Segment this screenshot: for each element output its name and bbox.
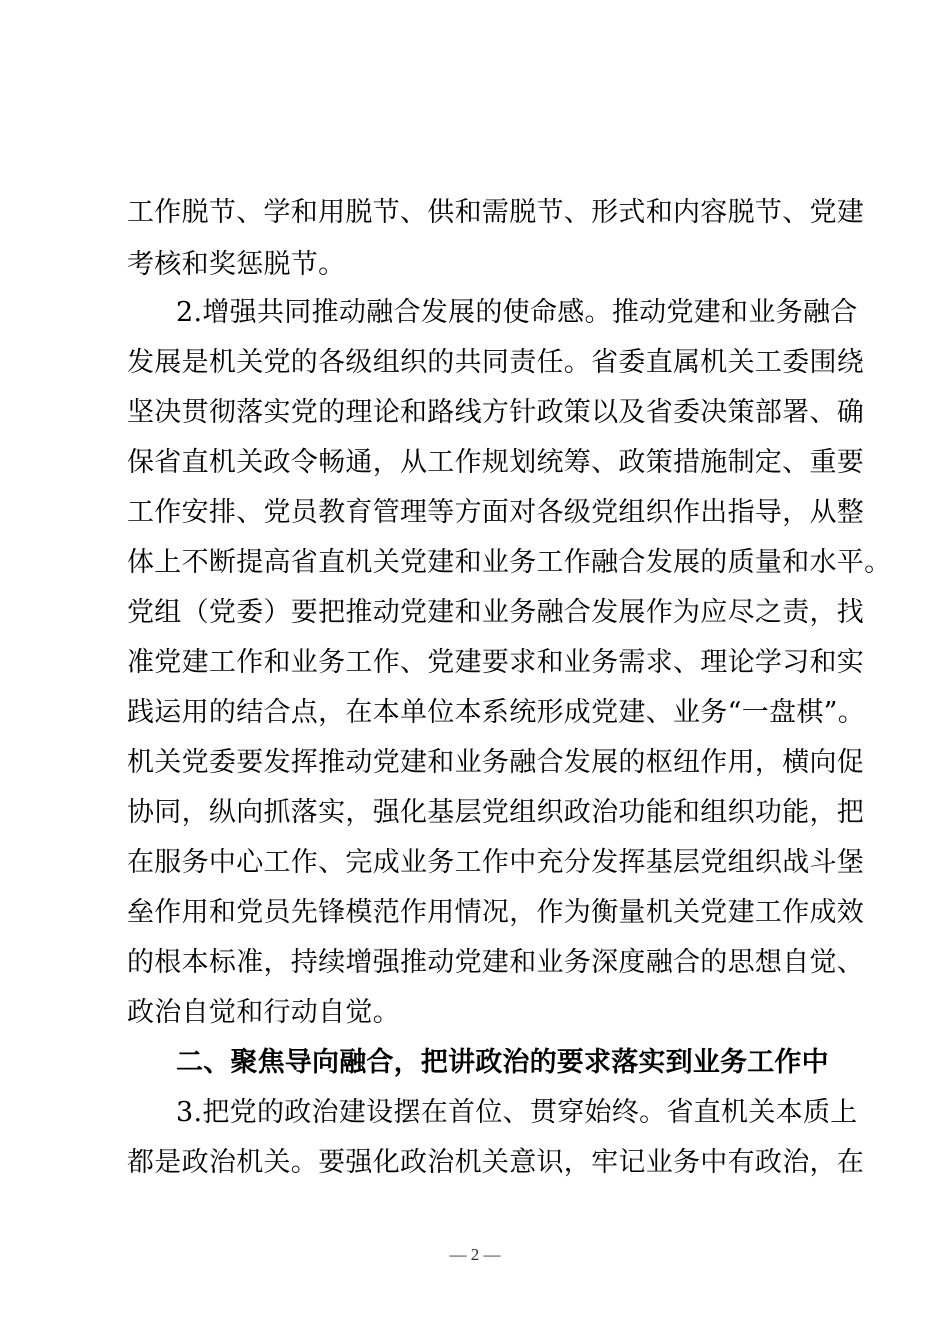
text-line: 保省直机关政令畅通，从工作规划统筹、政策措施制定、重要 — [127, 447, 865, 478]
text-line: 准党建工作和业务工作、党建要求和业务需求、理论学习和实 — [127, 647, 865, 678]
text-line: 的根本标准，持续增强推动党建和业务深度融合的思想自觉、 — [127, 947, 865, 978]
text-line: 考核和奖惩脱节。 — [127, 249, 346, 280]
text-line: 在服务中心工作、完成业务工作中充分发挥基层党组织战斗堡 — [127, 847, 865, 878]
text-line: 垒作用和党员先锋模范作用情况，作为衡量机关党建工作成效 — [127, 897, 865, 928]
text-line: 体上不断提高省直机关党建和业务工作融合发展的质量和水平。 — [127, 547, 892, 578]
text-line: 党组（党委）要把推动党建和业务融合发展作为应尽之责，找 — [127, 597, 865, 628]
text-line: 发展是机关党的各级组织的共同责任。省委直属机关工委围绕 — [127, 347, 865, 378]
text-line: 工作安排、党员教育管理等方面对各级党组织作出指导，从整 — [127, 497, 865, 528]
text-line: 协同，纵向抓落实，强化基层党组织政治功能和组织功能，把 — [127, 797, 865, 828]
text-line: 3.把党的政治建设摆在首位、贯穿始终。省直机关本质上 — [176, 1097, 858, 1128]
section-heading: 二、聚焦导向融合，把讲政治的要求落实到业务工作中 — [176, 1047, 829, 1078]
text-line: 坚决贯彻落实党的理论和路线方针政策以及省委决策部署、确 — [127, 397, 865, 428]
text-line: 践运用的结合点，在本单位本系统形成党建、业务“一盘棋”。 — [127, 697, 866, 728]
text-line: 机关党委要发挥推动党建和业务融合发展的枢纽作用，横向促 — [127, 747, 865, 778]
text-line: 都是政治机关。要强化政治机关意识，牢记业务中有政治，在 — [127, 1147, 865, 1178]
text-line: 工作脱节、学和用脱节、供和需脱节、形式和内容脱节、党建 — [127, 197, 865, 228]
text-line: 政治自觉和行动自觉。 — [127, 997, 400, 1028]
page-number: — 2 — — [449, 1245, 501, 1264]
text-line: 2.增强共同推动融合发展的使命感。推动党建和业务融合 — [176, 297, 858, 328]
